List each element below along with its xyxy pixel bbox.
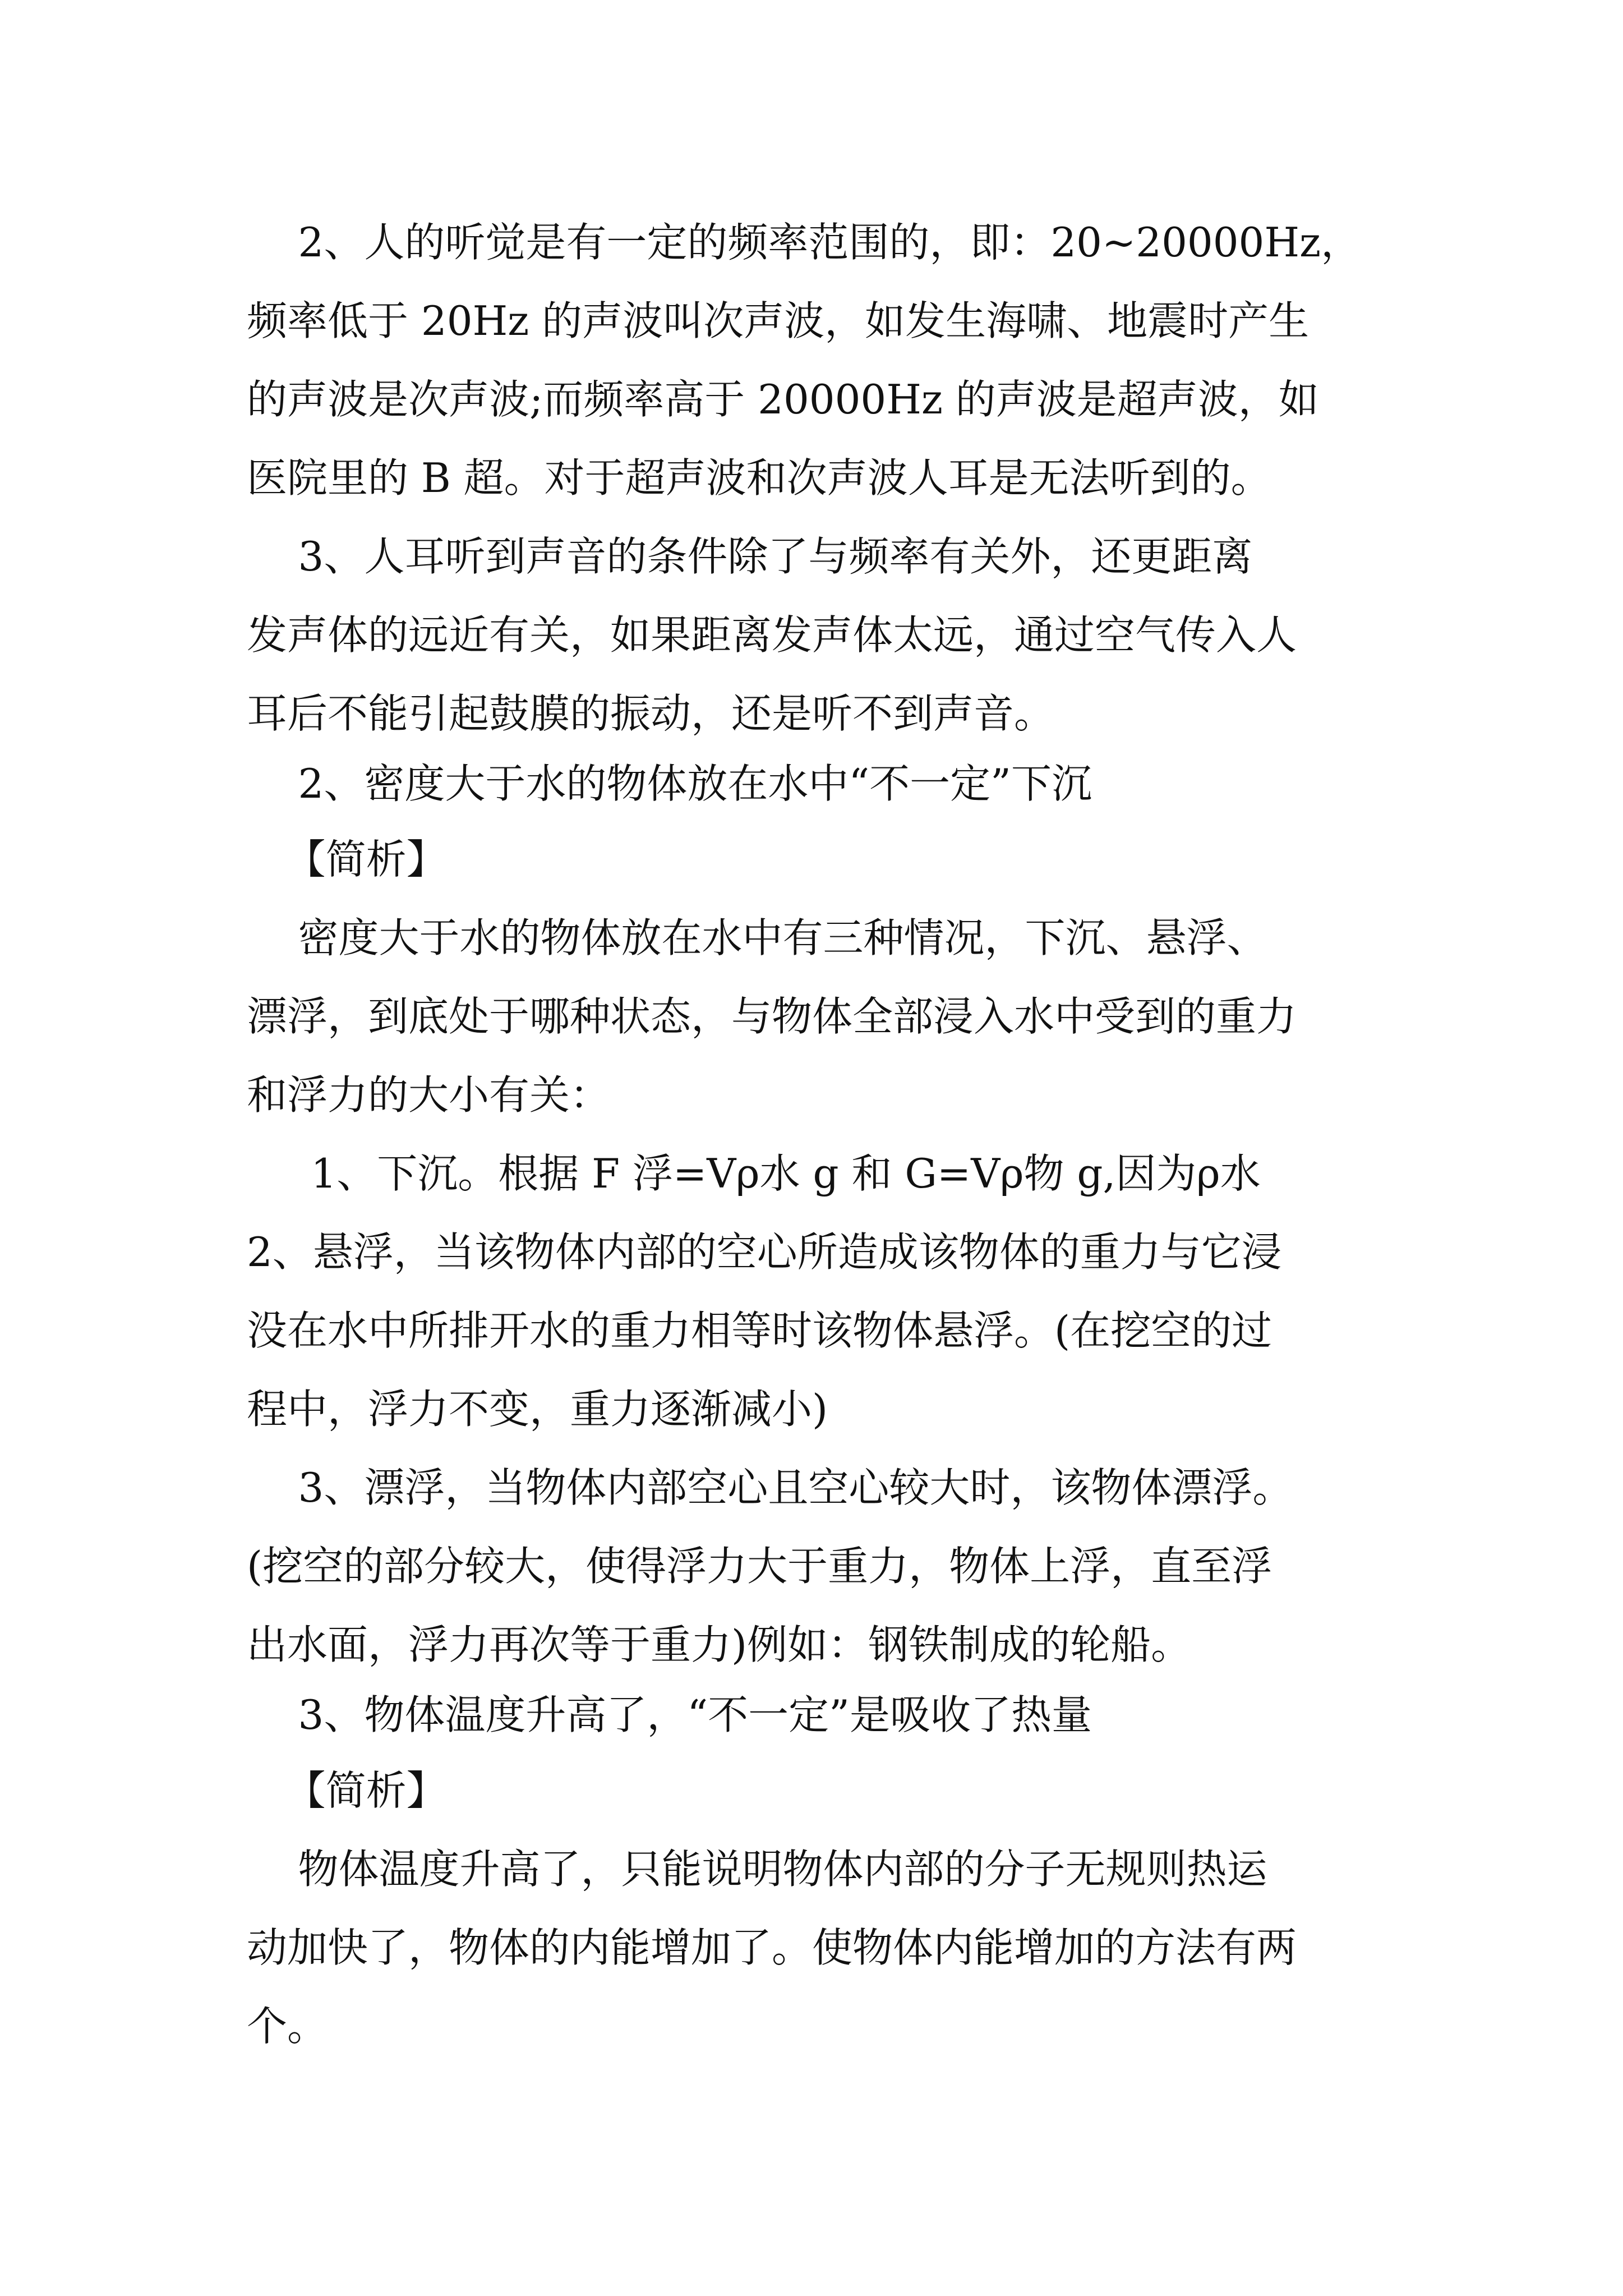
analysis-label: 【简析】	[247, 1767, 447, 1814]
paragraph-line: 物体温度升高了，只能说明物体内部的分子无规则热运	[247, 1846, 1267, 1893]
section-heading: 3、物体温度升高了，“不一定”是吸收了热量	[247, 1691, 1092, 1738]
paragraph-line: 3、人耳听到声音的条件除了与频率有关外，还更距离	[247, 533, 1253, 580]
paragraph-line: 漂浮，到底处于哪种状态，与物体全部浸入水中受到的重力	[247, 993, 1297, 1040]
paragraph-line: 密度大于水的物体放在水中有三种情况，下沉、悬浮、	[247, 914, 1267, 961]
paragraph-line: 和浮力的大小有关：	[247, 1071, 611, 1119]
paragraph-line: 发声体的远近有关，如果距离发声体太远，通过空气传入人	[247, 611, 1297, 659]
paragraph-line: 频率低于 20Hz 的声波叫次声波，如发生海啸、地震时产生	[247, 297, 1310, 344]
paragraph-line: 耳后不能引起鼓膜的振动，还是听不到声音。	[247, 690, 1055, 737]
section-heading: 2、密度大于水的物体放在水中“不一定”下沉	[247, 760, 1092, 807]
paragraph-line: 动加快了，物体的内能增加了。使物体内能增加的方法有两	[247, 1924, 1297, 1971]
paragraph-line: 的声波是次声波;而频率高于 20000Hz 的声波是超声波，如	[247, 376, 1319, 423]
paragraph-line: 程中，浮力不变，重力逐渐减小)	[247, 1386, 828, 1433]
paragraph-line: 个。	[247, 2003, 328, 2050]
paragraph-line: 2、人的听觉是有一定的频率范围的，即：20~20000Hz，	[247, 219, 1362, 266]
paragraph-line: (挖空的部分较大，使得浮力大于重力，物体上浮，直至浮	[247, 1543, 1272, 1590]
paragraph-line: 医院里的 B 超。对于超声波和次声波人耳是无法听到的。	[247, 454, 1271, 501]
paragraph-line: 出水面，浮力再次等于重力)例如：钢铁制成的轮船。	[247, 1621, 1192, 1668]
analysis-label: 【简析】	[247, 836, 447, 883]
paragraph-line: 没在水中所排开水的重力相等时该物体悬浮。(在挖空的过	[247, 1307, 1272, 1354]
paragraph-line: 3、漂浮，当物体内部空心且空心较大时，该物体漂浮。	[247, 1464, 1293, 1511]
paragraph-line: 1、下沉。根据 F 浮=Vρ水 g 和 G=Vρ物 g,因为ρ水	[247, 1150, 1261, 1197]
paragraph-line: 2、悬浮，当该物体内部的空心所造成该物体的重力与它浸	[247, 1228, 1282, 1276]
